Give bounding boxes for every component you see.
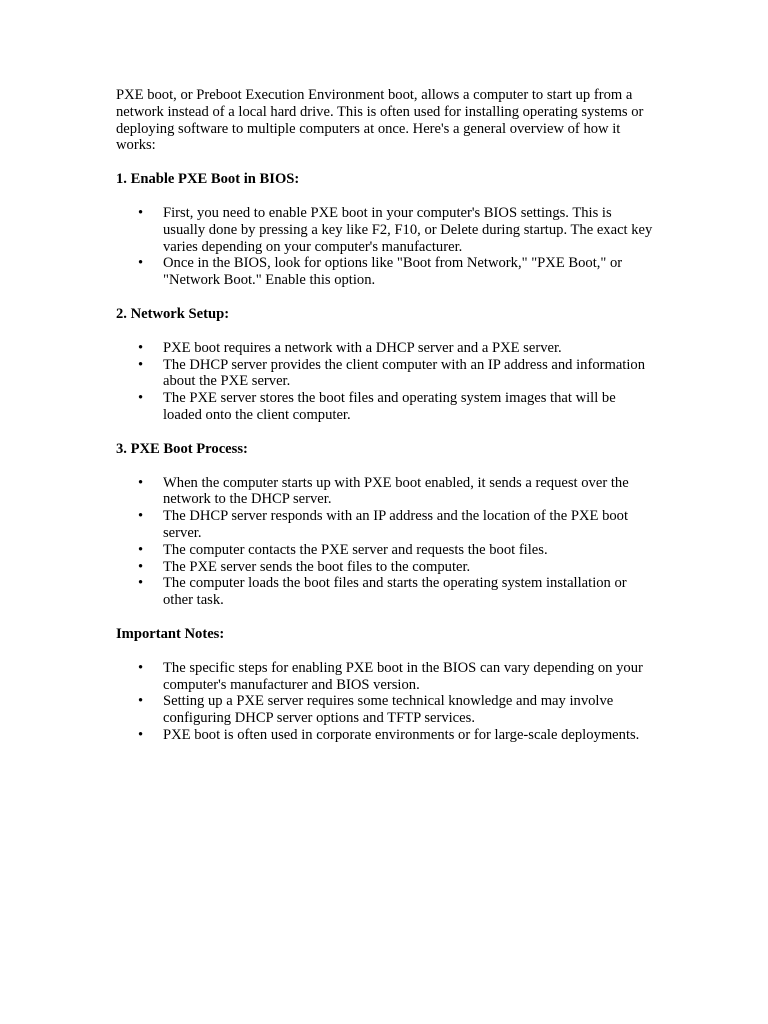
- section-heading: 2. Network Setup:: [116, 305, 230, 322]
- list-item: [116, 390, 656, 424]
- document-page: [116, 87, 656, 761]
- list-item-text: When the computer starts up with PXE boot enabled, it sends a request over the network to the DHCP server.: [163, 474, 629, 508]
- section-important-notes: [116, 626, 656, 744]
- list-item-text: First, you need to enable PXE boot in your computer's BIOS settings. This is usually done by pressing a key like F2, F10, or Delete during startup. The exact key varies depending on your computer's manufacturer.: [163, 204, 653, 255]
- bullet-icon: •: [138, 541, 144, 558]
- bullet-list: [116, 340, 656, 424]
- list-item-text: The DHCP server responds with an IP address and the location of the PXE boot server.: [163, 508, 629, 541]
- section-boot-process: [116, 441, 656, 609]
- list-item-text: Once in the BIOS, look for options like "Boot from Network," "PXE Boot," or "Network Boot." Enable this option.: [163, 255, 623, 289]
- list-item: [116, 660, 656, 694]
- section-heading: 3. PXE Boot Process:: [116, 440, 248, 457]
- bullet-icon: •: [138, 339, 144, 356]
- bullet-list: [116, 205, 656, 289]
- list-item: [116, 575, 656, 609]
- list-item: [116, 542, 656, 559]
- section-network-setup: [116, 306, 656, 424]
- list-item: [116, 475, 656, 509]
- list-item: [116, 205, 656, 255]
- list-item-text: The PXE server sends the boot files to the computer.: [163, 558, 471, 575]
- section-heading: 1. Enable PXE Boot in BIOS:: [116, 171, 300, 188]
- bullet-icon: •: [138, 726, 144, 743]
- list-item-text: PXE boot requires a network with a DHCP server and a PXE server.: [163, 339, 562, 356]
- list-item-text: The DHCP server provides the client computer with an IP address and information about the PXE server.: [163, 356, 646, 390]
- bullet-list: [116, 660, 656, 744]
- list-item-text: The computer loads the boot files and starts the operating system installation or other task.: [163, 575, 627, 609]
- bullet-icon: •: [138, 255, 144, 272]
- bullet-icon: •: [138, 558, 144, 575]
- list-item-text: The PXE server stores the boot files and operating system images that will be loaded onto the client computer.: [163, 390, 616, 423]
- list-item: [116, 559, 656, 576]
- list-item: [116, 693, 656, 727]
- bullet-icon: •: [138, 659, 144, 676]
- list-item: [116, 340, 656, 357]
- bullet-icon: •: [138, 390, 144, 407]
- list-item-text: The specific steps for enabling PXE boot in the BIOS can vary depending on your computer's manufacturer and BIOS version.: [163, 659, 643, 693]
- bullet-icon: •: [138, 693, 144, 710]
- bullet-icon: •: [138, 356, 144, 373]
- list-item: [116, 255, 656, 289]
- list-item-text: Setting up a PXE server requires some technical knowledge and may involve configuring DHCP server options and TFTP services.: [163, 693, 614, 727]
- intro-paragraph: PXE boot, or Preboot Execution Environment boot, allows a computer to start up from a network instead of a local hard drive. This is often used for installing operating systems or deploying software to multiple computers at once. Here's a general overview of how it works:: [116, 87, 644, 154]
- bullet-icon: •: [138, 508, 144, 525]
- list-item-text: The computer contacts the PXE server and requests the boot files.: [163, 541, 548, 558]
- list-item: [116, 357, 656, 391]
- bullet-icon: •: [138, 204, 144, 221]
- list-item: [116, 508, 656, 542]
- section-enable-pxe: [116, 171, 656, 289]
- bullet-icon: •: [138, 575, 144, 592]
- bullet-icon: •: [138, 474, 144, 491]
- bullet-list: [116, 475, 656, 609]
- list-item-text: PXE boot is often used in corporate environments or for large-scale deployments.: [163, 726, 640, 743]
- list-item: [116, 727, 656, 744]
- section-heading: Important Notes:: [116, 625, 225, 642]
